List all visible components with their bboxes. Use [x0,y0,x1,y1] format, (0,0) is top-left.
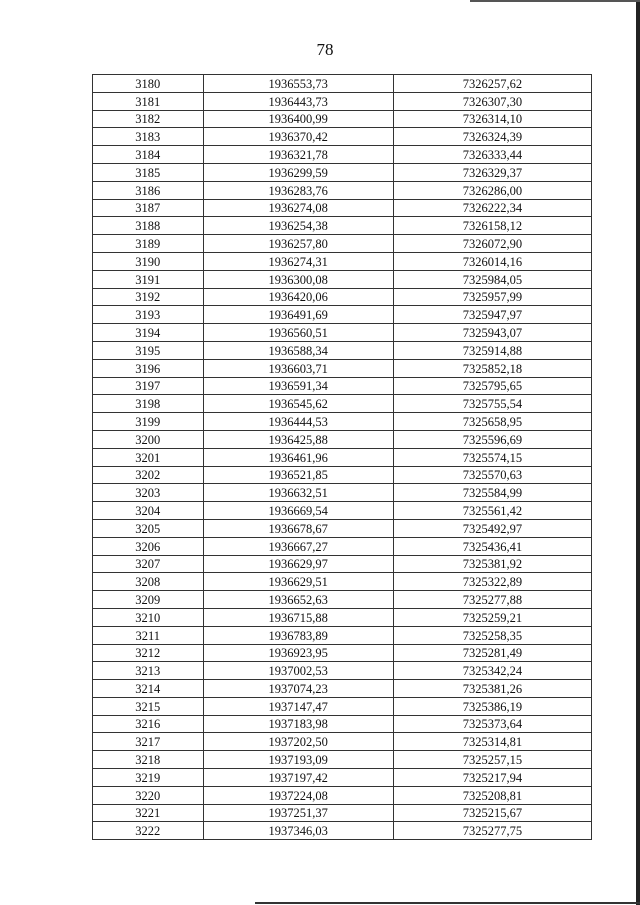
x-coordinate-cell: 1937202,50 [203,733,393,751]
y-coordinate-cell: 7325574,15 [393,448,591,466]
point-number-cell: 3209 [93,591,204,609]
x-coordinate-cell: 1937224,08 [203,786,393,804]
x-coordinate-cell: 1936257,80 [203,235,393,253]
x-coordinate-cell: 1936923,95 [203,644,393,662]
point-number-cell: 3219 [93,769,204,787]
table-row [93,751,592,769]
x-coordinate-cell: 1936420,06 [203,288,393,306]
x-coordinate-cell: 1936545,62 [203,395,393,413]
y-coordinate-cell: 7325381,92 [393,555,591,573]
x-coordinate-cell: 1936629,51 [203,573,393,591]
y-coordinate-cell: 7326158,12 [393,217,591,235]
point-number-cell: 3213 [93,662,204,680]
table-row [93,430,592,448]
table-row [93,822,592,840]
point-number-cell: 3186 [93,181,204,199]
x-coordinate-cell: 1936629,97 [203,555,393,573]
table-row [93,395,592,413]
x-coordinate-cell: 1936274,31 [203,252,393,270]
table-row [93,448,592,466]
y-coordinate-cell: 7325381,26 [393,680,591,698]
x-coordinate-cell: 1936444,53 [203,413,393,431]
y-coordinate-cell: 7326314,10 [393,110,591,128]
table-row [93,181,592,199]
point-number-cell: 3180 [93,75,204,93]
table-row [93,680,592,698]
y-coordinate-cell: 7326257,62 [393,75,591,93]
x-coordinate-cell: 1936669,54 [203,502,393,520]
y-coordinate-cell: 7325257,15 [393,751,591,769]
y-coordinate-cell: 7325277,88 [393,591,591,609]
y-coordinate-cell: 7325492,97 [393,519,591,537]
point-number-cell: 3211 [93,626,204,644]
table-row [93,644,592,662]
x-coordinate-cell: 1936461,96 [203,448,393,466]
point-number-cell: 3182 [93,110,204,128]
x-coordinate-cell: 1937197,42 [203,769,393,787]
table-row [93,733,592,751]
point-number-cell: 3195 [93,341,204,359]
x-coordinate-cell: 1936443,73 [203,92,393,110]
y-coordinate-cell: 7325258,35 [393,626,591,644]
y-coordinate-cell: 7325386,19 [393,697,591,715]
point-number-cell: 3215 [93,697,204,715]
point-number-cell: 3220 [93,786,204,804]
y-coordinate-cell: 7325259,21 [393,608,591,626]
y-coordinate-cell: 7326222,34 [393,199,591,217]
point-number-cell: 3212 [93,644,204,662]
point-number-cell: 3210 [93,608,204,626]
table-row [93,199,592,217]
table-row [93,252,592,270]
y-coordinate-cell: 7325208,81 [393,786,591,804]
point-number-cell: 3199 [93,413,204,431]
point-number-cell: 3188 [93,217,204,235]
point-number-cell: 3200 [93,430,204,448]
coordinates-table-body [93,75,592,840]
x-coordinate-cell: 1936560,51 [203,324,393,342]
x-coordinate-cell: 1936715,88 [203,608,393,626]
scan-edge-top [470,0,640,2]
y-coordinate-cell: 7326329,37 [393,163,591,181]
table-row [93,502,592,520]
table-row [93,626,592,644]
y-coordinate-cell: 7326333,44 [393,146,591,164]
y-coordinate-cell: 7325852,18 [393,359,591,377]
y-coordinate-cell: 7326324,39 [393,128,591,146]
point-number-cell: 3197 [93,377,204,395]
x-coordinate-cell: 1936491,69 [203,306,393,324]
point-number-cell: 3194 [93,324,204,342]
point-number-cell: 3189 [93,235,204,253]
table-row [93,697,592,715]
x-coordinate-cell: 1936321,78 [203,146,393,164]
point-number-cell: 3218 [93,751,204,769]
table-row [93,715,592,733]
table-row [93,377,592,395]
y-coordinate-cell: 7325215,67 [393,804,591,822]
table-row [93,324,592,342]
x-coordinate-cell: 1936400,99 [203,110,393,128]
point-number-cell: 3214 [93,680,204,698]
y-coordinate-cell: 7325943,07 [393,324,591,342]
point-number-cell: 3206 [93,537,204,555]
y-coordinate-cell: 7325322,89 [393,573,591,591]
point-number-cell: 3190 [93,252,204,270]
table-row [93,804,592,822]
y-coordinate-cell: 7325957,99 [393,288,591,306]
x-coordinate-cell: 1936370,42 [203,128,393,146]
point-number-cell: 3198 [93,395,204,413]
y-coordinate-cell: 7325561,42 [393,502,591,520]
y-coordinate-cell: 7325755,54 [393,395,591,413]
y-coordinate-cell: 7325795,65 [393,377,591,395]
y-coordinate-cell: 7326072,90 [393,235,591,253]
table-row [93,484,592,502]
table-row [93,466,592,484]
table-row [93,306,592,324]
x-coordinate-cell: 1936299,59 [203,163,393,181]
y-coordinate-cell: 7325658,95 [393,413,591,431]
point-number-cell: 3202 [93,466,204,484]
x-coordinate-cell: 1937147,47 [203,697,393,715]
x-coordinate-cell: 1936652,63 [203,591,393,609]
point-number-cell: 3208 [93,573,204,591]
x-coordinate-cell: 1936553,73 [203,75,393,93]
point-number-cell: 3207 [93,555,204,573]
point-number-cell: 3192 [93,288,204,306]
x-coordinate-cell: 1936588,34 [203,341,393,359]
x-coordinate-cell: 1936425,88 [203,430,393,448]
x-coordinate-cell: 1936300,08 [203,270,393,288]
point-number-cell: 3187 [93,199,204,217]
table-row [93,341,592,359]
point-number-cell: 3205 [93,519,204,537]
x-coordinate-cell: 1936591,34 [203,377,393,395]
table-row [93,92,592,110]
page-number: 78 [316,40,334,59]
y-coordinate-cell: 7326286,00 [393,181,591,199]
x-coordinate-cell: 1937346,03 [203,822,393,840]
y-coordinate-cell: 7325342,24 [393,662,591,680]
x-coordinate-cell: 1936783,89 [203,626,393,644]
table-row [93,288,592,306]
y-coordinate-cell: 7326307,30 [393,92,591,110]
table-row [93,413,592,431]
point-number-cell: 3222 [93,822,204,840]
point-number-cell: 3191 [93,270,204,288]
y-coordinate-cell: 7325314,81 [393,733,591,751]
table-row [93,163,592,181]
table-row [93,359,592,377]
point-number-cell: 3203 [93,484,204,502]
point-number-cell: 3204 [93,502,204,520]
scan-edge-right [636,0,640,905]
point-number-cell: 3196 [93,359,204,377]
table-row [93,662,592,680]
y-coordinate-cell: 7325436,41 [393,537,591,555]
x-coordinate-cell: 1936521,85 [203,466,393,484]
x-coordinate-cell: 1936603,71 [203,359,393,377]
y-coordinate-cell: 7325584,99 [393,484,591,502]
x-coordinate-cell: 1937074,23 [203,680,393,698]
x-coordinate-cell: 1936678,67 [203,519,393,537]
x-coordinate-cell: 1937193,09 [203,751,393,769]
y-coordinate-cell: 7325947,97 [393,306,591,324]
table-row [93,217,592,235]
y-coordinate-cell: 7325914,88 [393,341,591,359]
table-row [93,555,592,573]
x-coordinate-cell: 1937002,53 [203,662,393,680]
table-row [93,519,592,537]
table-row [93,235,592,253]
table-row [93,608,592,626]
x-coordinate-cell: 1936274,08 [203,199,393,217]
table-row [93,110,592,128]
y-coordinate-cell: 7325281,49 [393,644,591,662]
table-row [93,769,592,787]
point-number-cell: 3201 [93,448,204,466]
y-coordinate-cell: 7325277,75 [393,822,591,840]
coordinates-table [92,74,592,840]
point-number-cell: 3183 [93,128,204,146]
x-coordinate-cell: 1936254,38 [203,217,393,235]
y-coordinate-cell: 7325984,05 [393,270,591,288]
x-coordinate-cell: 1937251,37 [203,804,393,822]
x-coordinate-cell: 1936632,51 [203,484,393,502]
table-row [93,573,592,591]
table-row [93,537,592,555]
table-row [93,146,592,164]
point-number-cell: 3221 [93,804,204,822]
point-number-cell: 3216 [93,715,204,733]
y-coordinate-cell: 7325217,94 [393,769,591,787]
y-coordinate-cell: 7326014,16 [393,252,591,270]
point-number-cell: 3185 [93,163,204,181]
x-coordinate-cell: 1937183,98 [203,715,393,733]
table-row [93,270,592,288]
y-coordinate-cell: 7325373,64 [393,715,591,733]
point-number-cell: 3181 [93,92,204,110]
table-row [93,786,592,804]
y-coordinate-cell: 7325596,69 [393,430,591,448]
table-row [93,75,592,93]
x-coordinate-cell: 1936667,27 [203,537,393,555]
table-row [93,128,592,146]
x-coordinate-cell: 1936283,76 [203,181,393,199]
table-row [93,591,592,609]
scan-edge-bottom [255,902,640,904]
point-number-cell: 3193 [93,306,204,324]
point-number-cell: 3217 [93,733,204,751]
point-number-cell: 3184 [93,146,204,164]
y-coordinate-cell: 7325570,63 [393,466,591,484]
